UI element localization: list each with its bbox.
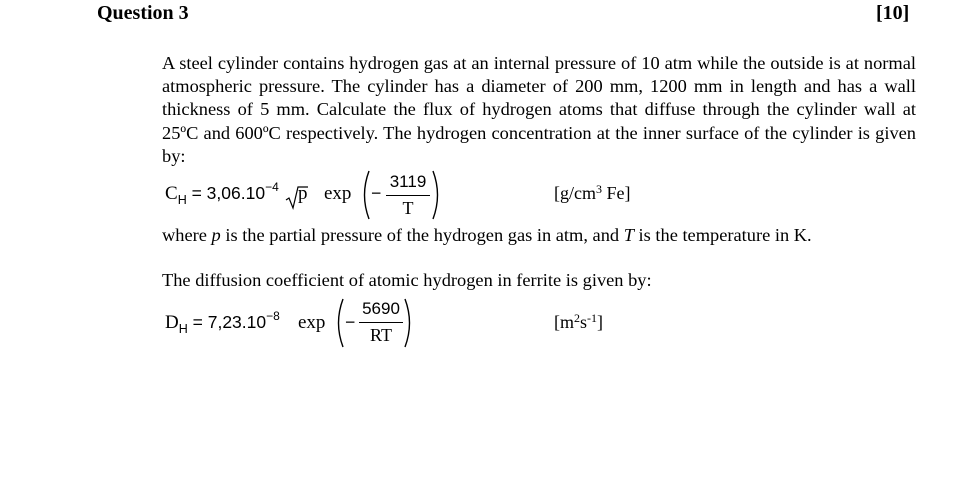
question-title: Question 3: [97, 2, 189, 24]
where-t: T: [623, 225, 634, 245]
right-paren-icon: [432, 170, 442, 220]
problem-statement: [162, 52, 916, 168]
eq2-subscript: H: [178, 322, 188, 336]
eq1-subscript: H: [177, 193, 187, 207]
eq2-symbol: D: [165, 312, 179, 333]
question-marks: [10]: [876, 2, 910, 24]
eq1-numerator: 3119: [389, 172, 427, 191]
eq1-exp: exp: [324, 183, 352, 204]
eq1-symbol: C: [165, 183, 178, 204]
eq2-unit: $[m^2s^{-1}]$: [554, 311, 604, 332]
where-line: where p is the partial pressure of the hydrogen gas in atm, and T is the temperature in K.: [162, 225, 812, 245]
eq1-unit: [$g/cm^3$ Fe]: [554, 182, 631, 203]
eq1-coefficient: = 3,06.10: [191, 183, 266, 203]
eq2-coefficient: = 7,23.10: [192, 312, 267, 332]
eq1-minus: −: [371, 183, 382, 203]
right-paren-icon: [404, 298, 414, 348]
where-p: p: [211, 225, 221, 245]
intro-paragraph: A steel cylinder contains hydrogen gas at an internal pressure of 10 atm while the outside is at normal atmospheric pressure. The cylinder has a diameter of 200 mm, 1200 mm in length and has a wall thickness of 5 mm. Calculate the flux of hydrogen atoms that diffuse through the cylinder wall at 25ºC and 600ºC respectively. The hydrogen concentration at the inner surface of the cylinder is given by:: [162, 53, 916, 166]
diffusion-intro: The diffusion coefficient of atomic hydrogen in ferrite is given by:: [162, 270, 652, 290]
eq1-fraction-bar: [386, 195, 430, 196]
eq2-fraction-bar: [359, 322, 403, 323]
eq2-exp: exp: [298, 312, 326, 333]
eq1-denominator: T: [402, 198, 414, 218]
eq2-minus: −: [345, 312, 356, 332]
eq2-exponent: −8: [266, 309, 280, 323]
left-paren-icon: [360, 170, 370, 220]
eq1-radicand: p: [298, 183, 308, 204]
eq2-denominator: RT: [370, 325, 392, 345]
eq1-fraction: [386, 172, 430, 217]
eq2-numerator: 5690: [362, 299, 400, 318]
left-paren-icon: [334, 298, 344, 348]
eq1-exponent: −4: [265, 180, 279, 194]
eq2-fraction: [359, 299, 403, 344]
